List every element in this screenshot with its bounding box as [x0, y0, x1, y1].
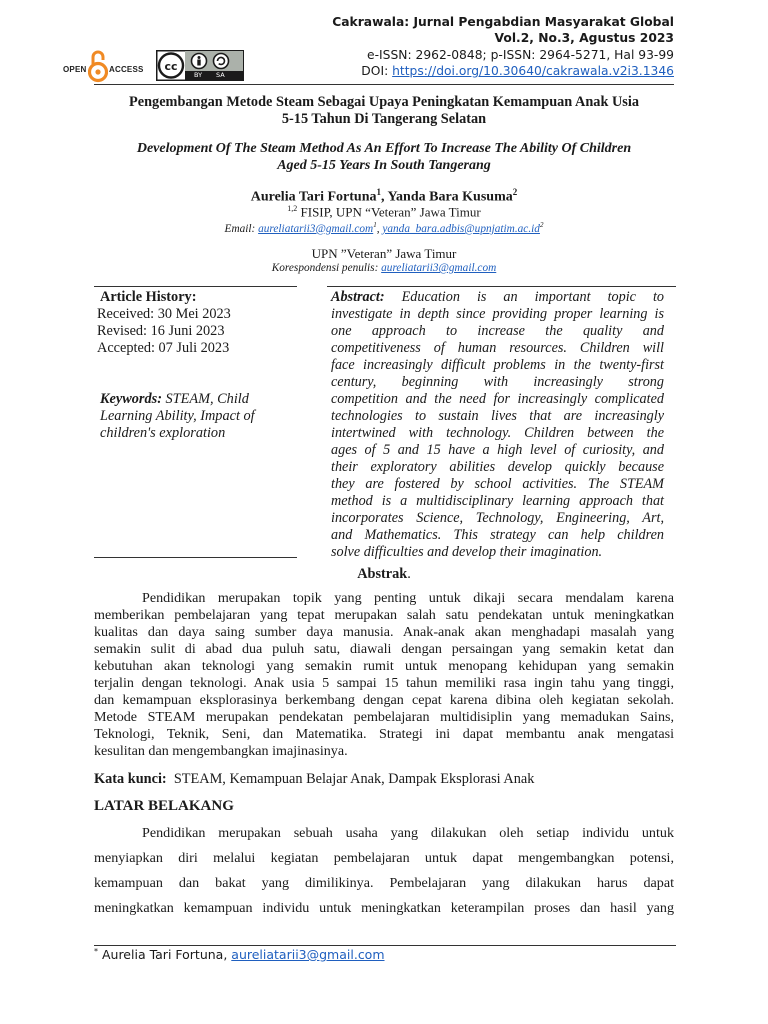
keywords-line-1	[100, 391, 249, 408]
keywords-line-2: Learning Ability, Impact of	[100, 408, 255, 424]
journal-volume: Vol.2, No.3, Agustus 2023	[494, 31, 674, 45]
correspondence-label: Korespondensi penulis:	[271, 262, 382, 274]
kata-kunci-text: STEAM, Kemampuan Belajar Anak, Dampak Eksplorasi Anak	[173, 771, 535, 787]
affiliation-text: FISIP, UPN “Veteran” Jawa Timur	[297, 204, 481, 220]
email-1-sup: 1	[373, 221, 377, 229]
open-access-right-label: ACCESS	[109, 65, 144, 74]
email-1-link[interactable]: aureliatarii3@gmail.com	[258, 222, 374, 235]
author-2-sup: 2	[512, 187, 518, 197]
author-1-sup: 1	[376, 187, 381, 197]
footnote-email-link[interactable]: aureliatarii3@gmail.com	[231, 947, 385, 963]
cc-by-sa-license-badge[interactable]	[156, 50, 244, 81]
body-line: meningkatkan kemampuan individu untuk meningkatkan keterampilan proses dan hasil yang	[94, 900, 674, 916]
abstract-line: investigate in depth since providing proper learning is	[331, 306, 664, 322]
kata-kunci-label: Kata kunci:	[94, 771, 167, 787]
author-1-name: Aurelia Tari Fortuna	[250, 189, 377, 205]
author-separator: ,	[381, 189, 388, 205]
journal-issn: e-ISSN: 2962-0848; p-ISSN: 2964-5271, Hal 93-99	[367, 48, 674, 62]
footnote	[94, 947, 385, 962]
open-access-logo	[63, 48, 149, 86]
doi-label: DOI:	[361, 64, 393, 78]
author-emails	[0, 221, 768, 235]
author-list	[0, 187, 768, 206]
abstract-line: competition and the need for increasingly complicated	[331, 391, 664, 407]
abstract-line: one approach to increase the quality and	[331, 323, 664, 339]
journal-name: Cakrawala: Jurnal Pengabdian Masyarakat Global	[332, 15, 674, 29]
abstract-line: ages of 5 and 15 have a high level of curiosity, and	[331, 442, 664, 458]
correspondence	[0, 262, 768, 274]
abstract-top-rule	[327, 286, 676, 287]
left-column-bottom-rule	[94, 557, 297, 558]
abstract-line: Abstract: Education is an important topic to	[331, 289, 664, 305]
title-indonesian-line-1: Pengembangan Metode Steam Sebagai Upaya Peningkatan Kemampuan Anak Usia	[129, 94, 639, 110]
abstrak-line: memberikan pembelajaran yang tepat merupakan salah satu pendekatan untuk meningkatkan	[94, 607, 674, 623]
abstrak-line: terjalin dengan teknologi. Anak usia 5 sampai 15 tahun memiliki rasa ingin tahu yang tinggi,	[94, 675, 674, 691]
affiliation	[0, 204, 768, 220]
revised-date: Revised: 16 Juni 2023	[97, 323, 225, 339]
abstrak-line: Pendidikan merupakan topik yang penting untuk dikaji secara mendalam karena	[142, 590, 674, 606]
footnote-divider	[94, 945, 676, 946]
email-2-sup: 2	[539, 221, 544, 229]
open-access-left-label: OPEN	[63, 65, 87, 74]
affiliation-sup: 1,2	[287, 204, 298, 213]
abstrak-line: kebutuhan akan teknologi yang semakin rumit untuk menopang kehidupan yang semakin	[94, 658, 674, 674]
article-history-title: Article History:	[100, 289, 197, 305]
accepted-date: Accepted: 07 Juli 2023	[97, 340, 230, 356]
abstract-line: method is a multidisciplinary learning approach that	[331, 493, 664, 509]
abstract-line: century, beginning with increasingly strong	[331, 374, 664, 390]
open-access-lock-icon	[88, 48, 108, 84]
abstract-line: their exploratory abilities develop quickly because	[331, 459, 664, 475]
abstract-line: solve difficulties and develop their imagination.	[331, 544, 603, 560]
abstract-line: face increasingly difficult problems in the twenty-first	[331, 357, 664, 373]
title-english-line-2: Aged 5-15 Years In South Tangerang	[277, 158, 491, 173]
keywords-text-1: STEAM, Child	[161, 391, 249, 407]
abstrak-line: kualitas dan daya saing sumber daya manusia. Anak-anak akan menghadapi masalah yang	[94, 624, 674, 640]
abstrak-line: kesulitan dan mengembangkan imajinasinya.	[94, 743, 348, 759]
title-indonesian-line-2: 5-15 Tahun Di Tangerang Selatan	[281, 111, 487, 127]
abstrak-heading	[0, 566, 768, 583]
keywords-label: Keywords:	[100, 391, 162, 407]
email-label: Email:	[224, 222, 259, 235]
correspondence-email-link[interactable]: aureliatarii3@gmail.com	[381, 262, 497, 274]
received-date: Received: 30 Mei 2023	[97, 306, 231, 322]
abstrak-line: dan kemampuan eksplorasinya berkembang dengan cepat karena dibina oleh kegiatan sekolah.	[94, 692, 674, 708]
abstrak-line: Teknologi, Teknik, Seni, dan Matematika. Strategi ini dapat membantu anak mengatasi	[94, 726, 674, 742]
journal-doi	[361, 64, 674, 78]
body-line: menyiapkan diri melalui kegiatan pembelajaran untuk dapat mengembangkan potensi,	[94, 850, 674, 866]
institution: UPN ”Veteran” Jawa Timur	[311, 246, 457, 261]
author-2-name: Yanda Bara Kusuma	[387, 189, 513, 205]
header-divider	[94, 84, 674, 85]
abstract-line: incorporates Science, Technology, Engineering, Art,	[331, 510, 664, 526]
kata-kunci	[94, 771, 534, 788]
abstract-line: competitiveness of human resources. Children will	[331, 340, 664, 356]
abstract-line: and Mathematics. This strategy can help children	[331, 527, 664, 543]
abstrak-line: Metode STEAM merupakan pendekatan pembelajaran multidisiplin yang memadukan Sains,	[94, 709, 674, 725]
email-2-link[interactable]: yanda_bara.adbis@upnjatim.ac.id	[382, 222, 540, 235]
section-heading: LATAR BELAKANG	[94, 798, 234, 814]
email-separator: ,	[376, 222, 383, 235]
abstract-label: Abstract:	[331, 289, 385, 305]
abstrak-heading-text: Abstrak	[357, 566, 408, 582]
abstrak-heading-dot: .	[407, 566, 411, 582]
license-by-label: BY	[194, 71, 203, 79]
body-line: Pendidikan merupakan sebuah usaha yang dilakukan oleh setiap individu untuk	[142, 825, 674, 841]
doi-link[interactable]: https://doi.org/10.30640/cakrawala.v2i3.1346	[392, 64, 674, 78]
footnote-name: Aurelia Tari Fortuna,	[98, 947, 232, 963]
abstract-line: intertwined with technology. Children between the	[331, 425, 664, 441]
keywords-line-3: children's exploration	[100, 425, 226, 441]
abstrak-line: semakin sulit di abad dua puluh satu, diawali dengan persaingan yang semakin ketat dan	[94, 641, 674, 657]
left-column-top-rule	[94, 286, 297, 287]
footnote-mark: *	[94, 947, 98, 956]
title-english-line-1: Development Of The Steam Method As An Effort To Increase The Ability Of Children	[136, 141, 632, 156]
svg-text:cc: cc	[164, 60, 178, 73]
abstract-line: technologies to sustain lives that are increasingly	[331, 408, 664, 424]
body-line: kemampuan dan bakat yang dimilikinya. Pembelajaran yang dilakukan harus dapat	[94, 875, 674, 891]
license-sa-label: SA	[216, 71, 225, 79]
abstract-line: they are fostered by school activities. The STEAM	[331, 476, 664, 492]
